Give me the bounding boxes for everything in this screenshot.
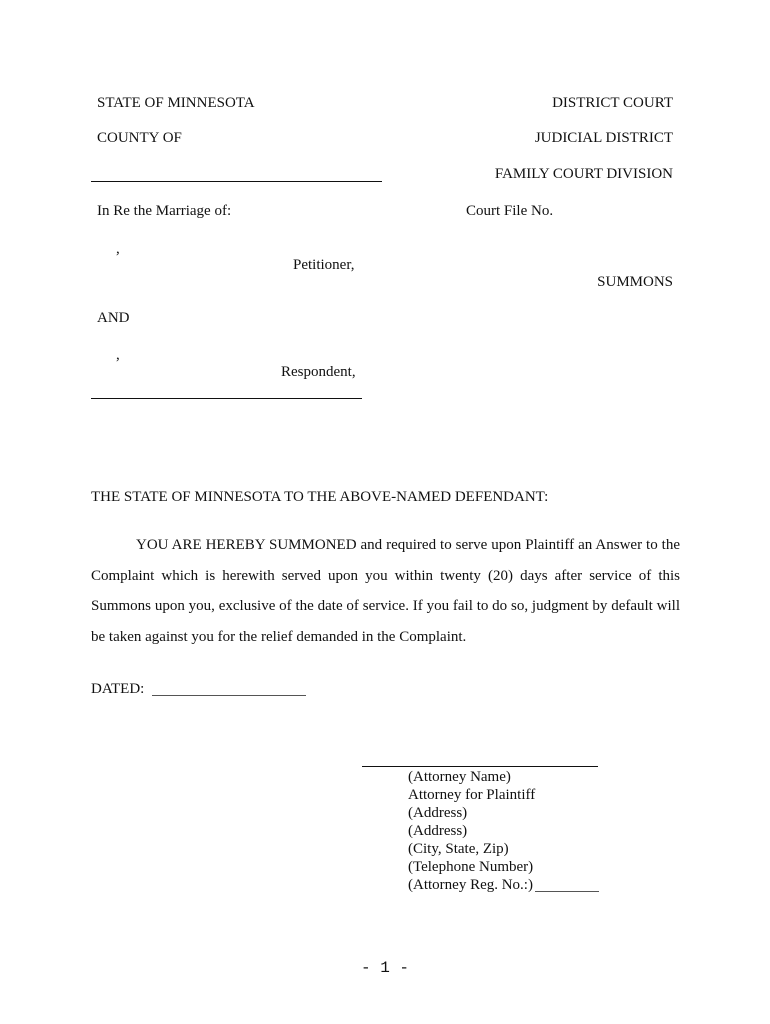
summons-paragraph <box>91 530 680 652</box>
county-underline <box>91 181 382 182</box>
caption-bottom-rule <box>91 398 362 399</box>
respondent-label: Respondent, <box>281 364 356 380</box>
in-re-marriage-label: In Re the Marriage of: <box>97 203 232 219</box>
paragraph-line: Summons upon you, exclusive of the date of service. If you fail to do so, judgment by default will <box>91 598 680 614</box>
attorney-role: Attorney for Plaintiff <box>408 787 536 803</box>
addressee-line: THE STATE OF MINNESOTA TO THE ABOVE-NAMED DEFENDANT: <box>91 489 549 505</box>
petitioner-name-blank: , <box>116 241 120 257</box>
attorney-telephone: (Telephone Number) <box>408 859 534 875</box>
signature-line <box>362 766 598 767</box>
paragraph-line: be taken against you for the relief demanded in the Complaint. <box>91 628 467 645</box>
court-file-label: Court File No. <box>466 203 554 219</box>
judicial-district-heading: JUDICIAL DISTRICT <box>534 130 673 146</box>
attorney-address-2: (Address) <box>408 823 468 839</box>
document-title: SUMMONS <box>597 274 673 290</box>
signature-block <box>408 768 535 894</box>
reg-no-blank-line <box>535 891 599 892</box>
page-number: - 1 - <box>360 959 409 977</box>
dated-blank-line <box>152 695 306 696</box>
attorney-name: (Attorney Name) <box>408 769 511 785</box>
family-court-division-heading: FAMILY COURT DIVISION <box>494 166 673 182</box>
petitioner-label: Petitioner, <box>293 257 355 273</box>
and-label: AND <box>97 310 130 326</box>
respondent-name-blank: , <box>116 347 120 363</box>
paragraph-line: Complaint which is herewith served upon you within twenty (20) days after service of this <box>91 567 680 584</box>
attorney-city-state-zip: (City, State, Zip) <box>408 841 509 857</box>
dated-label: DATED: <box>91 681 145 697</box>
state-heading: STATE OF MINNESOTA <box>97 95 255 111</box>
paragraph-line: YOU ARE HEREBY SUMMONED and required to serve upon Plaintiff an Answer to the <box>136 537 680 553</box>
court-heading: DISTRICT COURT <box>552 95 673 111</box>
attorney-address-1: (Address) <box>408 805 468 821</box>
attorney-reg-no: (Attorney Reg. No.:) <box>408 877 533 893</box>
county-heading: COUNTY OF <box>97 130 182 146</box>
